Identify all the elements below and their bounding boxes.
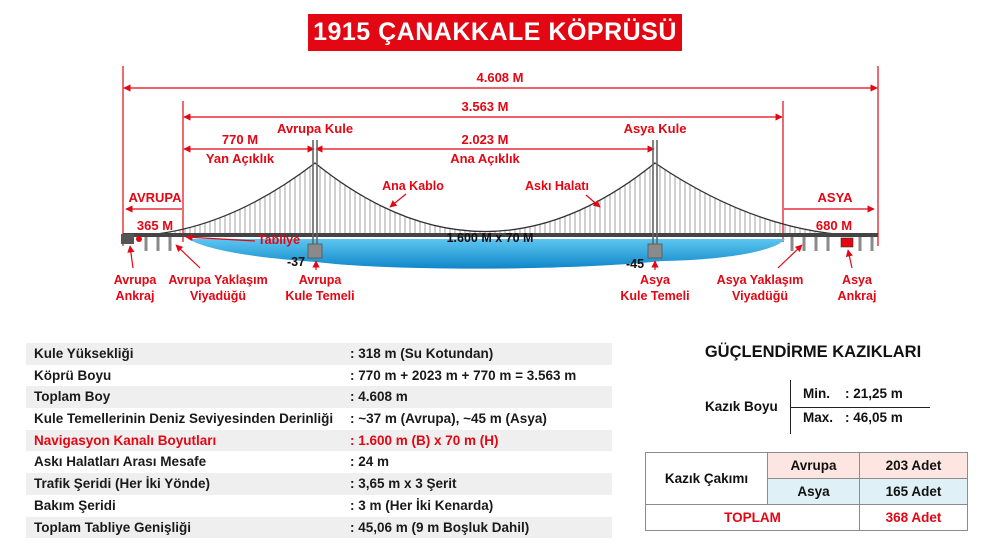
europe-side-label: AVRUPA xyxy=(128,190,182,205)
spec-value: : 4.608 m xyxy=(350,389,408,405)
pile-side-cell: Asya xyxy=(768,479,860,505)
asia-foundation-label-line2: Kule Temeli xyxy=(620,289,690,303)
pile-driving-label: Kazık Çakımı xyxy=(646,453,768,505)
asia-anchorage-callout xyxy=(838,250,877,303)
spec-row xyxy=(26,517,612,539)
spec-row xyxy=(26,386,612,408)
spec-value: : ~37 m (Avrupa), ~45 m (Asya) xyxy=(350,411,547,427)
spec-row xyxy=(26,473,612,495)
main-cable xyxy=(125,163,870,236)
spec-value: : 318 m (Su Kotundan) xyxy=(350,346,494,361)
table-row xyxy=(646,453,968,479)
europe-foundation-label-line1: Avrupa xyxy=(298,273,342,287)
hanger-label: Askı Halatı xyxy=(525,179,589,193)
specs-table xyxy=(26,343,612,538)
main-span-length-label: 2.023 M xyxy=(461,132,509,147)
spec-value: : 3,65 m x 3 Şerit xyxy=(350,476,457,492)
table-row xyxy=(646,505,968,531)
spec-row xyxy=(26,451,612,473)
asia-foundation-label-line1: Asya xyxy=(640,273,670,287)
main-cable-pointer xyxy=(390,194,406,207)
pile-count-cell: 165 Adet xyxy=(860,479,968,505)
europe-anchorage-label-line2: Ankraj xyxy=(115,289,155,303)
spec-label: Navigasyon Kanalı Boyutları xyxy=(34,432,217,448)
europe-viaduct-label-line2: Viyadüğü xyxy=(189,289,247,303)
asia-viaduct-label-line1: Asya Yaklaşım xyxy=(716,273,804,287)
piles-heading: GÜÇLENDİRME KAZIKLARI xyxy=(704,343,922,361)
spec-label: Trafik Şeridi (Her İki Yönde) xyxy=(34,476,211,492)
europe-tower-foundation xyxy=(308,244,322,258)
europe-tower-label: Avrupa Kule xyxy=(276,121,354,136)
main-span-dimension xyxy=(316,132,654,166)
viaduct-pier xyxy=(871,237,874,251)
pile-total-value: 368 Adet xyxy=(860,505,968,531)
viaduct-pier xyxy=(815,237,818,251)
spec-row xyxy=(26,495,612,517)
spec-label: Askı Halatları Arası Mesafe xyxy=(34,454,207,470)
spec-value: : 3 m (Her İki Kenarda) xyxy=(350,497,494,513)
side-span-dimension xyxy=(184,132,314,166)
viaduct-pier xyxy=(791,237,794,251)
viaduct-pier xyxy=(157,237,160,251)
side-span-length-label: 770 M xyxy=(221,132,259,147)
bridge-length-dimension xyxy=(183,99,783,242)
asia-foundation-depth: -45 xyxy=(625,257,645,271)
europe-viaduct-length-label: 365 M xyxy=(136,218,174,233)
spec-row xyxy=(26,343,612,365)
asia-anchorage-label-line1: Asya xyxy=(842,273,872,287)
pile-min-label: Min. xyxy=(803,386,830,401)
pile-total-label: TOPLAM xyxy=(646,505,860,531)
spec-row xyxy=(26,430,612,452)
pile-min-value: : 21,25 m xyxy=(845,386,903,401)
europe-viaduct-label-line1: Avrupa Yaklaşım xyxy=(168,273,268,287)
hanger-cables xyxy=(165,166,825,234)
spec-label: Toplam Tabliye Genişliği xyxy=(34,519,192,535)
spec-value: : 1.600 m (B) x 70 m (H) xyxy=(350,432,499,448)
asia-viaduct-label-line2: Viyadüğü xyxy=(731,289,789,303)
europe-foundation-label-line2: Kule Temeli xyxy=(285,289,355,303)
spec-label: Köprü Boyu xyxy=(34,367,112,383)
spec-value: : 45,06 m (9 m Boşluk Dahil) xyxy=(350,519,530,535)
spec-row xyxy=(26,408,612,430)
spec-label: Bakım Şeridi xyxy=(34,497,116,513)
pile-max-label: Max. xyxy=(803,410,834,425)
viaduct-pier xyxy=(145,237,148,251)
asia-side-label: ASYA xyxy=(817,190,853,205)
europe-anchorage-pointer xyxy=(130,246,133,268)
main-cable-label: Ana Kablo xyxy=(382,179,444,193)
spec-row xyxy=(26,365,612,387)
asia-tower-foundation xyxy=(648,244,662,258)
spec-label: Toplam Boy xyxy=(34,389,111,405)
main-span-name-label: Ana Açıklık xyxy=(450,151,520,166)
pile-max-row xyxy=(803,410,903,425)
asia-viaduct-length-label: 680 M xyxy=(815,218,853,233)
deck-label: Tabliye xyxy=(257,233,301,247)
navigation-channel-label: 1.600 M x 70 M xyxy=(446,231,534,245)
viaduct-pier xyxy=(803,237,806,251)
viaduct-pier xyxy=(859,237,862,251)
viaduct-pier xyxy=(169,237,172,251)
pile-driving-table xyxy=(645,452,968,531)
side-span-name-label: Yan Açıklık xyxy=(205,151,275,166)
europe-viaduct-pointer xyxy=(176,245,200,268)
europe-foundation-depth: -37 xyxy=(286,255,306,269)
spec-value: : 24 m xyxy=(350,454,390,470)
pile-side-cell: Avrupa xyxy=(768,453,860,479)
europe-anchorage-callout xyxy=(114,246,158,303)
asia-tower-label: Asya Kule xyxy=(623,121,687,136)
asia-anchorage-label-line2: Ankraj xyxy=(837,289,877,303)
spec-value: : 770 m + 2023 m + 770 m = 3.563 m xyxy=(350,367,577,383)
viaduct-pier xyxy=(827,237,830,251)
spec-label: Kule Yüksekliği xyxy=(34,346,134,361)
europe-anchorage-label-line1: Avrupa xyxy=(113,273,157,287)
pile-length-divider-horizontal xyxy=(790,407,930,408)
asia-anchorage xyxy=(841,238,853,247)
pile-max-value: : 46,05 m xyxy=(845,410,903,425)
asia-anchorage-pointer xyxy=(848,250,852,268)
pile-length-label: Kazık Boyu xyxy=(705,399,778,414)
bridge-length-label: 3.563 M xyxy=(461,99,509,114)
page-title: 1915 ÇANAKKALE KÖPRÜSÜ xyxy=(308,14,682,51)
pile-count-cell: 203 Adet xyxy=(860,453,968,479)
pile-min-row xyxy=(803,386,903,401)
spec-label: Kule Temellerinin Deniz Seviyesinden Derinliği xyxy=(34,411,334,427)
total-length-label: 4.608 M xyxy=(476,70,524,85)
asia-viaduct-pointer xyxy=(778,245,802,268)
